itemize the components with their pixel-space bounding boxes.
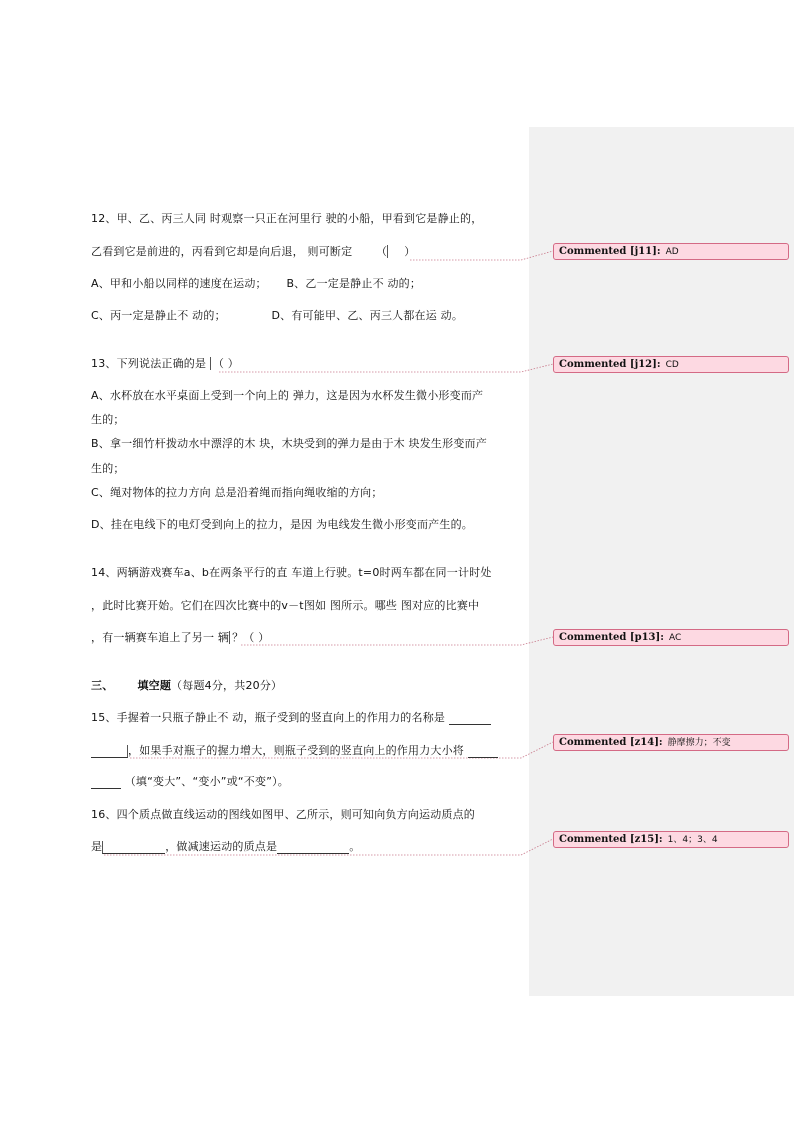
q13-option-d: D、挂在电线下的电灯受到向上的拉力，是因 为电线发生微小形变而产生的。 (91, 518, 473, 531)
section3-title: 填空题 (137, 679, 172, 692)
q15-line3 (91, 775, 289, 789)
q12-line2-text: 乙看到它是前进的，丙看到它却是向后退， 则可断定 (91, 245, 353, 258)
q12-bracket-open: （ (376, 245, 388, 258)
q13-option-a-line1: A、水杯放在水平桌面上受到一个向上的 弹力，这是因为水杯发生微小形变而产 (91, 389, 484, 402)
q13-option-b-line2: 生的； (91, 462, 125, 475)
q12-answer-space[interactable] (387, 245, 404, 258)
q12-line1: 12、甲、乙、丙三人同 时观察一只正在河里行 驶的小船，甲看到它是静止的， (91, 212, 483, 225)
comment-text: 静摩擦力；不变 (667, 738, 731, 748)
q14-bracket[interactable]: ？（ ） (229, 631, 269, 644)
q12-options-ab (91, 277, 421, 291)
q16-line2 (91, 840, 360, 854)
q15-blank-2a[interactable] (468, 745, 498, 758)
q13-option-b-line1: B、拿一细竹杆拨动水中漂浮的木 块，木块受到的弹力是由于木 块发生形变而产 (91, 437, 487, 450)
q15-line1 (91, 711, 491, 725)
section3-number: 三、 (91, 679, 114, 692)
q15-line1-text: 15、手握着一只瓶子静止不 动，瓶子受到的竖直向上的作用力的名称是 (91, 711, 446, 724)
q12-options-cd (91, 309, 463, 323)
comment-label: Commented [z15]: (559, 834, 663, 845)
q12-option-a: A、甲和小船以同样的速度在运动； (91, 277, 267, 290)
comment-j12[interactable] (553, 356, 789, 373)
comment-label: Commented [j12]: (559, 359, 661, 370)
comment-z14[interactable] (553, 734, 789, 751)
q15-line2 (91, 744, 498, 758)
q12-bracket-close: ） (404, 245, 416, 258)
comment-label: Commented [p13]: (559, 632, 664, 643)
q12-option-c: C、丙一定是静止不 动的； (91, 309, 226, 322)
q13-stem (91, 357, 239, 371)
q12-option-b: B、乙一定是静止不 动的； (286, 277, 422, 290)
comment-label: Commented [z14]: (559, 737, 663, 748)
comment-label: Commented [j11]: (559, 246, 661, 257)
connector-j11 (410, 251, 553, 260)
connector-j12 (219, 364, 553, 372)
q13-option-a-line2: 生的； (91, 413, 125, 426)
q14-line2: ，此时比赛开始。它们在四次比赛中的v－t图如 图所示。哪些 图对应的比赛中 (91, 599, 480, 612)
q15-line3-text: （填“变大”、“变小”或“不变”）。 (124, 775, 289, 788)
q16-line1: 16、四个质点做直线运动的图线如图甲、乙所示，则可知向负方向运动质点的 (91, 808, 475, 821)
q16-blank-1[interactable] (102, 841, 165, 854)
comment-z15[interactable] (553, 831, 789, 848)
q15-blank-2b[interactable] (91, 776, 121, 789)
section3-note: （每题4分，共20分） (171, 679, 283, 692)
q15-line2-text: ，如果手对瓶子的握力增大，则瓶子受到的竖直向上的作用力大小将 (128, 744, 464, 757)
q13-stem-text: 13、下列说法正确的是 (91, 357, 207, 370)
q15-blank-1b[interactable] (91, 745, 128, 758)
q14-line3-text: ，有一辆赛车追上了另一 辆 (91, 631, 230, 644)
comment-text: AC (668, 633, 682, 643)
q13-option-c: C、绳对物体的拉力方向 总是沿着绳而指向绳收缩的方向； (91, 486, 383, 499)
q12-line2 (91, 245, 415, 259)
q14-line1: 14、两辆游戏赛车a、b在两条平行的直 车道上行驶。t=0时两车都在同一计时处 (91, 566, 492, 579)
comment-j11[interactable] (553, 243, 789, 260)
comment-text: CD (665, 360, 679, 370)
q16-blank-2[interactable] (277, 841, 349, 854)
comment-text: 1、4；3、4 (667, 835, 718, 845)
q16-line2-end: 。 (349, 840, 361, 853)
section3-heading (91, 679, 282, 693)
q16-line2-mid: ，做减速运动的质点是 (165, 840, 278, 853)
q13-bracket[interactable]: （ ） (210, 357, 239, 370)
connector-p13 (241, 637, 553, 645)
q15-blank-1a[interactable] (449, 712, 491, 725)
q14-line3 (91, 631, 269, 645)
comment-p13[interactable] (553, 629, 789, 646)
comment-text: AD (665, 247, 679, 257)
q16-line2-prefix: 是 (91, 840, 103, 853)
q12-option-d: D、有可能甲、乙、丙三人都在运 动。 (271, 309, 464, 322)
